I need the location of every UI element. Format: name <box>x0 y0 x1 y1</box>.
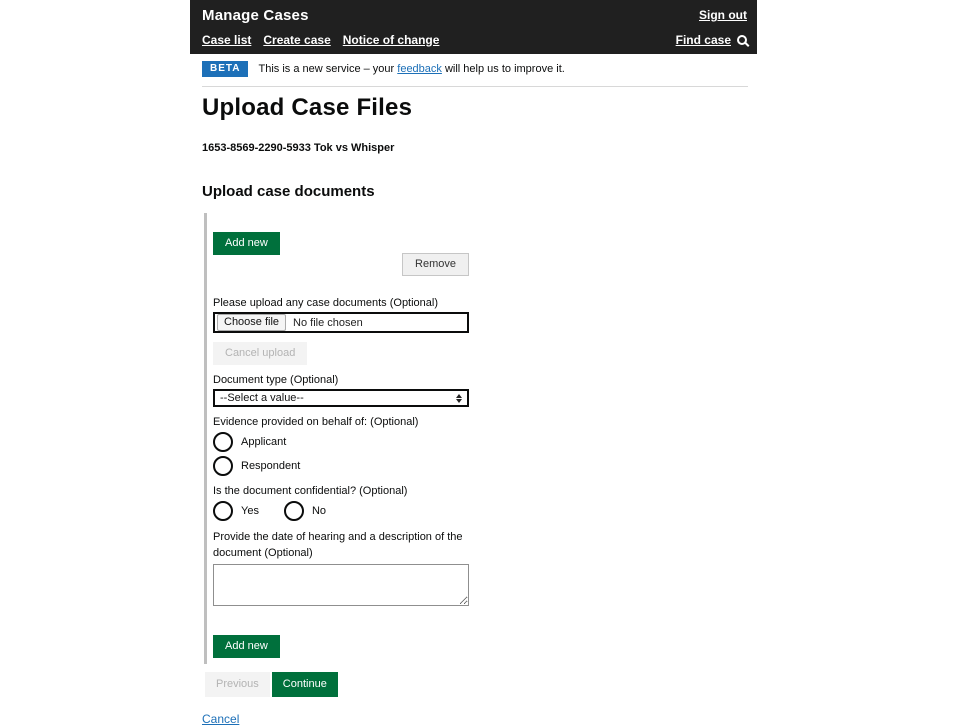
radio-applicant[interactable] <box>213 432 233 452</box>
sign-out-link[interactable]: Sign out <box>699 8 747 22</box>
radio-yes[interactable] <box>213 501 233 521</box>
feedback-link[interactable]: feedback <box>397 63 442 75</box>
app-container <box>190 0 757 728</box>
radio-yes-label: Yes <box>241 505 259 517</box>
choose-file-button[interactable]: Choose file <box>217 314 286 331</box>
main-nav <box>202 33 439 47</box>
radio-applicant-label: Applicant <box>241 436 287 448</box>
confidential-label: Is the document confidential? (Optional) <box>213 485 408 497</box>
document-type-label: Document type (Optional) <box>213 374 339 386</box>
phase-banner-text <box>258 63 564 75</box>
select-spinner-icon <box>456 394 462 403</box>
description-label: Provide the date of hearing and a description of the document (Optional) <box>213 531 463 559</box>
cancel-link[interactable]: Cancel <box>202 711 240 726</box>
cancel-upload-button[interactable]: Cancel upload <box>213 342 307 365</box>
phase-text-after: will help us to improve it. <box>441 63 565 75</box>
remove-button[interactable]: Remove <box>402 253 469 276</box>
radio-row-confidential <box>213 501 748 521</box>
app-title: Manage Cases <box>202 6 309 24</box>
phase-text-before: This is a new service – your <box>258 63 398 75</box>
add-new-button-bottom[interactable]: Add new <box>213 635 280 658</box>
section-heading: Upload case documents <box>202 183 375 200</box>
document-type-selected-value: --Select a value-- <box>220 392 304 404</box>
find-case-link[interactable]: Find case <box>675 32 731 47</box>
radio-respondent-label: Respondent <box>241 460 301 472</box>
search-icon[interactable] <box>737 35 747 45</box>
page-title: Upload Case Files <box>202 94 413 121</box>
file-upload-label: Please upload any case documents (Optional) <box>213 297 439 309</box>
radio-row-respondent <box>213 456 748 476</box>
document-type-select[interactable] <box>213 389 469 407</box>
beta-badge: BETA <box>202 61 248 77</box>
add-new-button-top[interactable]: Add new <box>213 232 280 255</box>
radio-row-applicant <box>213 432 748 452</box>
nav-create-case[interactable]: Create case <box>263 32 331 47</box>
radio-respondent[interactable] <box>213 456 233 476</box>
previous-button[interactable]: Previous <box>205 672 270 697</box>
case-reference: 1653-8569-2290-5933 Tok vs Whisper <box>202 142 395 154</box>
phase-banner <box>202 54 748 87</box>
description-textarea[interactable] <box>213 564 469 606</box>
form-actions <box>205 672 757 697</box>
radio-no-label: No <box>311 505 327 517</box>
app-header <box>190 0 757 54</box>
evidence-label: Evidence provided on behalf of: (Optional) <box>213 416 419 428</box>
nav-notice-of-change[interactable]: Notice of change <box>342 32 440 47</box>
nav-case-list[interactable]: Case list <box>202 32 252 47</box>
file-upload-input[interactable] <box>213 312 469 333</box>
radio-no[interactable] <box>284 501 304 521</box>
upload-collection-section <box>204 213 748 664</box>
continue-button[interactable]: Continue <box>272 672 338 697</box>
no-file-chosen-text: No file chosen <box>293 316 363 329</box>
